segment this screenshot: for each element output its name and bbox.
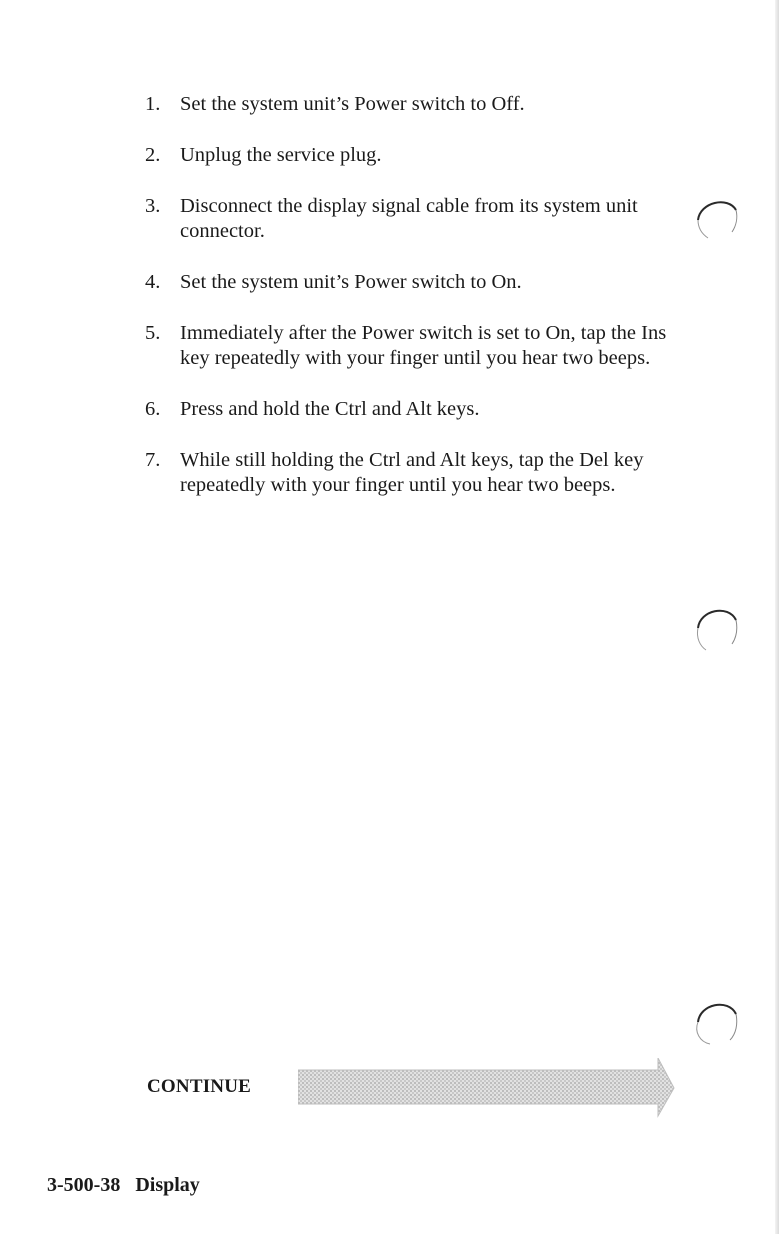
step-text: Unplug the service plug. xyxy=(180,144,382,166)
step-number: 4. xyxy=(145,271,161,293)
step-item xyxy=(145,270,685,295)
step-text: Immediately after the Power switch is set to On, tap the Ins key repeatedly with your finger until you hear two beeps. xyxy=(180,322,667,369)
continue-arrow-icon xyxy=(298,1058,678,1118)
step-text: Press and hold the Ctrl and Alt keys. xyxy=(180,398,480,420)
step-number: 2. xyxy=(145,144,161,166)
section-title: Display xyxy=(135,1174,200,1196)
step-number: 5. xyxy=(145,322,161,344)
step-item xyxy=(145,448,680,498)
step-item xyxy=(145,397,685,422)
step-item xyxy=(145,143,685,168)
page-footer xyxy=(47,1174,200,1197)
page-edge xyxy=(775,0,779,1234)
step-text: While still holding the Ctrl and Alt keys, tap the Del key repeatedly with your finger until you hear two beeps. xyxy=(180,449,644,496)
step-text: Set the system unit’s Power switch to Off. xyxy=(180,93,525,115)
page-number: 3-500-38 xyxy=(47,1174,121,1196)
step-item xyxy=(145,321,670,371)
step-number: 1. xyxy=(145,93,161,115)
step-number: 3. xyxy=(145,195,161,217)
step-item xyxy=(145,92,685,117)
step-item xyxy=(145,194,680,244)
step-text: Set the system unit’s Power switch to On. xyxy=(180,271,522,293)
punch-hole-top xyxy=(692,194,740,242)
punch-hole-middle xyxy=(692,604,740,652)
punch-hole-bottom xyxy=(692,1000,740,1048)
procedure-steps xyxy=(145,92,685,524)
step-text: Disconnect the display signal cable from its system unit connector. xyxy=(180,195,638,242)
step-number: 6. xyxy=(145,398,161,420)
step-number: 7. xyxy=(145,449,161,471)
continue-label: CONTINUE xyxy=(147,1076,252,1097)
